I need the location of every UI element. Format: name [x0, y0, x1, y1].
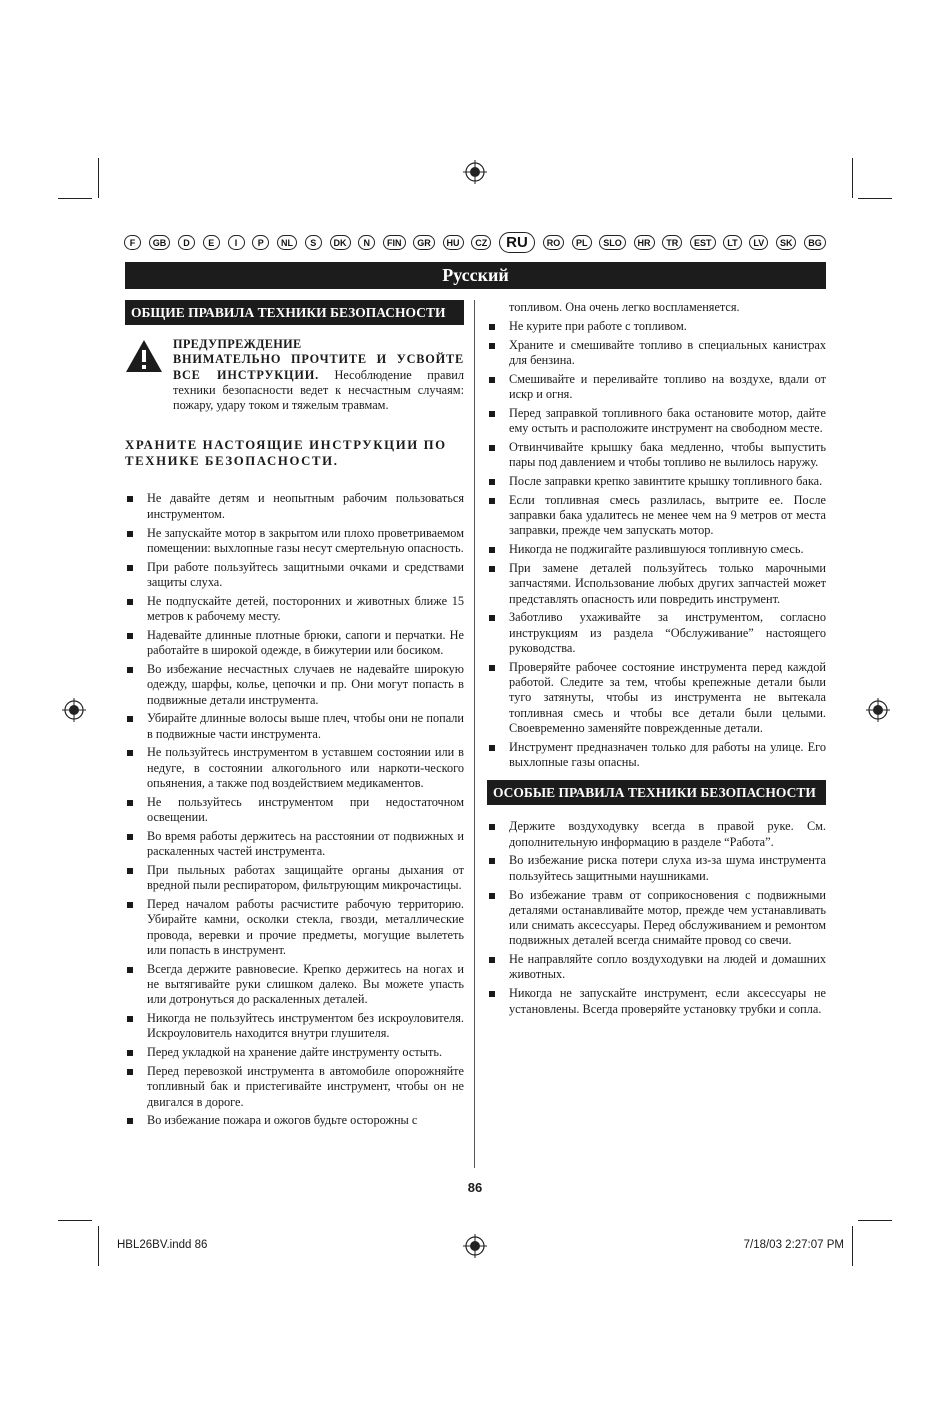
crop-mark [58, 1220, 92, 1221]
language-tab-d: D [178, 235, 195, 250]
list-item-text: Никогда не запускайте инструмент, если аксессуары не установлены. Всегда проверяйте установку трубки и сопла. [509, 986, 826, 1016]
language-tab-lt: LT [723, 235, 741, 250]
bullet-square-icon [489, 445, 495, 451]
bullet-square-icon [489, 377, 495, 383]
bullet-square-icon [489, 547, 495, 553]
keep-instructions-heading: ХРАНИТЕ НАСТОЯЩИЕ ИНСТРУКЦИИ ПО ТЕХНИКЕ БЕЗОПАСНОСТИ. [125, 438, 447, 469]
list-item-text: Не запускайте мотор в закрытом или плохо проветриваемом помещении: выхлопные газы несут смертельную опасность. [147, 525, 464, 555]
list-item [487, 952, 826, 983]
list-item [487, 561, 826, 607]
bullet-square-icon [489, 411, 495, 417]
bullet-square-icon [127, 667, 133, 673]
bullet-square-icon [489, 479, 495, 485]
section-heading-general-safety: ОБЩИЕ ПРАВИЛА ТЕХНИКИ БЕЗОПАСНОСТИ [125, 300, 464, 325]
registration-mark-icon [62, 698, 86, 722]
list-item [125, 962, 464, 1008]
list-item [487, 493, 826, 539]
list-item [125, 897, 464, 958]
crop-mark [98, 158, 99, 198]
list-item [487, 319, 826, 334]
fuel-rules-list [487, 319, 826, 771]
bullet-square-icon [127, 1016, 133, 1022]
list-item [487, 853, 826, 884]
list-item-text: Во избежание пожара и ожогов будьте осторожны с [147, 1113, 418, 1128]
list-item-text: Если топливная смесь разлилась, вытрите ее. После заправки бака удалитесь не менее чем на 9 метров от места заправки, прежде чем запускать мотор. [509, 492, 826, 538]
list-item [125, 491, 464, 522]
footer-file: HBL26BV.indd 86 [117, 1239, 208, 1251]
list-item [487, 740, 826, 771]
language-tab-i: I [228, 235, 245, 250]
language-tab-ro: RO [543, 235, 565, 250]
bullet-square-icon [127, 565, 133, 571]
list-item [125, 560, 464, 591]
list-item-text: Не пользуйтесь инструментом в уставшем состоянии или в недуге, в состоянии алкогольного или наркоти-ческого опьянения, а также под воздействием медикаментов. [147, 745, 464, 791]
list-item [487, 440, 826, 471]
crop-mark [852, 1226, 853, 1266]
list-item-text: Не подпускайте детей, посторонних и животных ближе 15 метров к рабочему месту. [147, 593, 464, 624]
language-tab-nl: NL [277, 235, 297, 250]
list-item [125, 829, 464, 860]
list-item [487, 819, 826, 850]
bullet-square-icon [489, 957, 495, 963]
list-item [125, 1045, 464, 1060]
list-item-text: Храните и смешивайте топливо в специальных канистрах для бензина. [509, 337, 826, 367]
bullet-square-icon [489, 893, 495, 899]
list-item-text: Отвинчивайте крышку бака медленно, чтобы выпустить пары под давлением и чтобы топливо не вылилось наружу. [509, 439, 826, 470]
general-rules-list [125, 491, 464, 1128]
bullet-square-icon [489, 343, 495, 349]
list-item [125, 863, 464, 894]
left-column [125, 300, 464, 1132]
list-item [487, 542, 826, 557]
bullet-square-icon [127, 633, 133, 639]
list-item-text: При работе пользуйтесь защитными очками и средствами защиты слуха. [147, 559, 464, 589]
bullet-square-icon [127, 1118, 133, 1124]
list-item-text: Надевайте длинные плотные брюки, сапоги и перчатки. Не работайте в широкой одежде, в бижутерии или босиком. [147, 627, 464, 658]
language-banner: Русский [125, 262, 826, 289]
language-tab-cz: CZ [471, 235, 491, 250]
list-item [125, 594, 464, 625]
bullet-square-icon [127, 599, 133, 605]
language-tab-est: EST [690, 235, 716, 250]
registration-mark-icon [463, 1234, 487, 1258]
list-item-text: Заботливо ухаживайте за инструментом, согласно инструкциям из раздела “Обслуживание” настоящего руководства. [509, 610, 826, 655]
language-tab-gb: GB [149, 235, 171, 250]
language-tab-s: S [305, 235, 322, 250]
language-tab-bg: BG [804, 235, 826, 250]
bullet-square-icon [127, 496, 133, 502]
language-tabs [124, 232, 826, 253]
language-tab-hr: HR [634, 235, 655, 250]
language-tab-p: P [252, 235, 269, 250]
bullet-square-icon [127, 834, 133, 840]
list-item-text: Никогда не поджигайте разлившуюся топливную смесь. [509, 542, 804, 557]
column-divider [474, 300, 475, 1168]
list-item-text: Всегда держите равновесие. Крепко держитесь на ногах и не вытягивайте руки слишком далеко. Вы можете упасть или дотронуться до раскаленных деталей. [147, 961, 464, 1007]
list-item [125, 1011, 464, 1042]
list-item [487, 474, 826, 489]
language-tab-e: E [203, 235, 220, 250]
bullet-square-icon [127, 531, 133, 537]
language-tab-gr: GR [413, 235, 435, 250]
list-item-text: Проверяйте рабочее состояние инструмента перед каждой работой. Следите за тем, чтобы крепежные детали были туго затянуты, чтобы из инструмента не вытекала топливная смесь и чтобы все детали были целыми. Своевременно заменяйте поврежденные детали. [509, 659, 826, 735]
list-item [487, 660, 826, 736]
bullet-square-icon [127, 902, 133, 908]
language-tab-sk: SK [776, 235, 797, 250]
list-item-text: Не пользуйтесь инструментом при недостаточном освещении. [147, 794, 464, 825]
list-item [125, 745, 464, 791]
list-item-text: Во избежание травм от соприкосновения с подвижными деталями останавливайте мотор, прежде чем устанавливать или снимать аксессуары. Перед обслуживанием и ремонтом подвижных деталей всегда снимайте провод со свечи. [509, 887, 826, 948]
language-tab-slo: SLO [599, 235, 626, 250]
bullet-square-icon [127, 868, 133, 874]
continued-text: топливом. Она очень легко воспламеняется. [509, 300, 740, 314]
list-item-text: Во избежание несчастных случаев не надевайте широкую одежду, шарфы, колье, цепочки и пр. Они могут попасть в подвижные детали инструмента. [147, 661, 464, 707]
language-tab-ru: RU [499, 232, 535, 253]
page-number: 86 [467, 1180, 483, 1195]
list-item [125, 711, 464, 742]
language-tab-pl: PL [572, 235, 592, 250]
list-item-text: После заправки крепко завинтите крышку топливного бака. [509, 473, 823, 488]
list-item [487, 372, 826, 403]
list-item-text: Убирайте длинные волосы выше плеч, чтобы они не попали в подвижные части инструмента. [147, 711, 464, 741]
bullet-square-icon [127, 800, 133, 806]
bullet-square-icon [489, 824, 495, 830]
list-item-text: Во избежание риска потери слуха из-за шума инструмента пользуйтесь защитными наушниками. [509, 853, 826, 883]
list-item-text: Перед заправкой топливного бака остановите мотор, дайте ему остыть и расположите инструмент на свободном месте. [509, 405, 826, 436]
warning-title: ПРЕДУПРЕЖДЕНИЕ [173, 337, 302, 351]
bullet-square-icon [127, 750, 133, 756]
bullet-square-icon [127, 967, 133, 973]
warning-body [173, 352, 464, 413]
bullet-square-icon [127, 1050, 133, 1056]
language-tab-tr: TR [662, 235, 682, 250]
list-item [125, 795, 464, 826]
right-column [487, 300, 826, 1020]
bullet-square-icon [489, 991, 495, 997]
section-heading-special-safety: ОСОБЫЕ ПРАВИЛА ТЕХНИКИ БЕЗОПАСНОСТИ [487, 780, 826, 805]
crop-mark [858, 198, 892, 199]
registration-mark-icon [463, 160, 487, 184]
list-item [487, 406, 826, 437]
bullet-square-icon [489, 665, 495, 671]
crop-mark [858, 1220, 892, 1221]
warning-triangle-icon [125, 339, 163, 373]
list-item [125, 1064, 464, 1110]
list-item-text: Перед перевозкой инструмента в автомобиле опорожняйте топливный бак и пристегивайте инструмент, чтобы он не двигался в дороге. [147, 1064, 464, 1109]
bullet-square-icon [489, 858, 495, 864]
list-item-text: Не направляйте сопло воздуходувки на людей и домашних животных. [509, 952, 826, 982]
language-tab-lv: LV [749, 235, 768, 250]
language-tab-f: F [124, 235, 141, 250]
list-item [487, 610, 826, 656]
crop-mark [58, 198, 92, 199]
list-item [487, 986, 826, 1017]
bullet-square-icon [489, 566, 495, 572]
list-item-text: При замене деталей пользуйтесь только марочными запчастями. Использование любых других запчастей может представлять опасность или повредить инструмент. [509, 560, 826, 606]
list-item-text: Смешивайте и переливайте топливо на воздухе, вдали от искр и огня. [509, 371, 826, 401]
bullet-square-icon [489, 324, 495, 330]
language-tab-n: N [358, 235, 375, 250]
footer-timestamp: 7/18/03 2:27:07 PM [743, 1239, 844, 1251]
crop-mark [98, 1226, 99, 1266]
list-item-text: При пыльных работах защищайте органы дыхания от вредной пыли респиратором, фильтрующим микрочастицы. [147, 863, 464, 893]
list-item-text: Перед укладкой на хранение дайте инструменту остыть. [147, 1045, 443, 1060]
bullet-square-icon [489, 745, 495, 751]
warning-bold: ВНИМАТЕЛЬНО ПРОЧТИТЕ И УСВОЙТЕ ВСЕ ИНСТРУКЦИИ. [173, 352, 464, 382]
bullet-square-icon [489, 498, 495, 504]
list-item-text: Во время работы держитесь на расстоянии от подвижных и раскаленных частей инструмента. [147, 828, 464, 859]
list-item [125, 526, 464, 557]
list-item-text: Не курите при работе с топливом. [509, 318, 687, 333]
list-item-text: Перед началом работы расчистите рабочую территорию. Убирайте камни, осколки стекла, гвозди, металлические провода, веревки и прочие предметы, могущие вылететь или попасть в инструмент. [147, 897, 464, 957]
list-item [125, 662, 464, 708]
warning-block [125, 337, 464, 413]
list-item-text: Никогда не пользуйтесь инструментом без искроуловителя. Искроуловитель находится внутри глушителя. [147, 1011, 464, 1041]
special-rules-list [487, 819, 826, 1017]
registration-mark-icon [866, 698, 890, 722]
language-tab-hu: HU [443, 235, 464, 250]
list-item-text: Держите воздуходувку всегда в правой руке. См. дополнительную информацию в разделе “Работа”. [509, 819, 826, 849]
list-item [125, 1113, 464, 1128]
language-tab-fin: FIN [383, 235, 406, 250]
list-item-text: Инструмент предназначен только для работы на улице. Его выхлопные газы опасны. [509, 739, 826, 770]
list-item-text: Не давайте детям и неопытным рабочим пользоваться инструментом. [147, 491, 464, 521]
list-item [125, 628, 464, 659]
bullet-square-icon [127, 1069, 133, 1075]
bullet-square-icon [489, 615, 495, 621]
list-item [487, 338, 826, 369]
crop-mark [852, 158, 853, 198]
list-item [487, 888, 826, 949]
language-tab-dk: DK [330, 235, 351, 250]
warning-text: Несоблюдение правил техники безопасности ведет к несчастным случаям: пожару, удару током и тяжелым травмам. [173, 367, 464, 413]
bullet-square-icon [127, 716, 133, 722]
